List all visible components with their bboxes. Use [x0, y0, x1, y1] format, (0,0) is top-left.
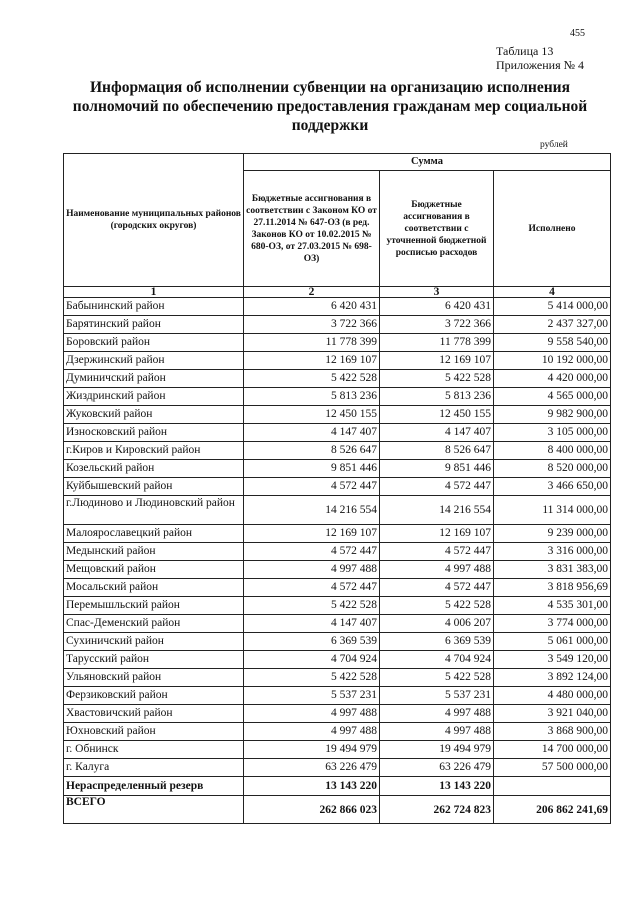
- table-row: [64, 543, 611, 561]
- executed-amount: 3 892 124,00: [494, 669, 611, 687]
- budget-law-amount: 4 572 447: [244, 543, 380, 561]
- budget-refined-amount: 4 997 488: [380, 561, 494, 579]
- budget-refined-amount: 14 216 554: [380, 496, 494, 525]
- column-number: 2: [244, 287, 380, 298]
- table-body: [64, 298, 611, 777]
- executed-amount: 8 520 000,00: [494, 460, 611, 478]
- total-budget: 262 866 023: [244, 796, 380, 824]
- total-refined: 262 724 823: [380, 796, 494, 824]
- table-row: [64, 442, 611, 460]
- executed-amount: 3 316 000,00: [494, 543, 611, 561]
- budget-law-amount: 6 420 431: [244, 298, 380, 316]
- budget-refined-amount: 4 572 447: [380, 579, 494, 597]
- district-name: Ферзиковский район: [64, 687, 244, 705]
- reserve-refined: 13 143 220: [380, 777, 494, 796]
- currency-unit: рублей: [540, 140, 568, 150]
- district-name: Перемышльский район: [64, 597, 244, 615]
- table-row: [64, 579, 611, 597]
- appendix-label: Приложения № 4: [496, 58, 585, 72]
- budget-law-amount: 19 494 979: [244, 741, 380, 759]
- budget-law-amount: 12 169 107: [244, 525, 380, 543]
- district-name: Сухиничский район: [64, 633, 244, 651]
- budget-law-amount: 5 813 236: [244, 388, 380, 406]
- budget-refined-amount: 4 572 447: [380, 478, 494, 496]
- budget-law-amount: 5 422 528: [244, 597, 380, 615]
- executed-amount: 11 314 000,00: [494, 496, 611, 525]
- column-number: 1: [64, 287, 244, 298]
- budget-law-amount: 4 147 407: [244, 424, 380, 442]
- executed-amount: 9 239 000,00: [494, 525, 611, 543]
- table-row: [64, 633, 611, 651]
- budget-law-amount: 5 422 528: [244, 669, 380, 687]
- table-row: [64, 651, 611, 669]
- executed-amount: 4 420 000,00: [494, 370, 611, 388]
- table-row: [64, 525, 611, 543]
- table-row: [64, 370, 611, 388]
- budget-refined-amount: 4 704 924: [380, 651, 494, 669]
- district-name: Мещовский район: [64, 561, 244, 579]
- district-name: Думиничский район: [64, 370, 244, 388]
- executed-amount: 57 500 000,00: [494, 759, 611, 777]
- table-row: [64, 561, 611, 579]
- table-row: [64, 424, 611, 442]
- executed-amount: 4 535 301,00: [494, 597, 611, 615]
- district-name: Барятинский район: [64, 316, 244, 334]
- budget-law-amount: 6 369 539: [244, 633, 380, 651]
- column-number-row: [64, 287, 611, 298]
- reserve-name: Нераспределенный резерв: [64, 777, 244, 796]
- page-number: 455: [570, 28, 585, 39]
- district-name: г.Людиново и Людиновский район: [64, 496, 244, 525]
- budget-refined-amount: 8 526 647: [380, 442, 494, 460]
- total-executed: 206 862 241,69: [494, 796, 611, 824]
- budget-refined-amount: 11 778 399: [380, 334, 494, 352]
- district-name: г. Калуга: [64, 759, 244, 777]
- table-row: [64, 406, 611, 424]
- executed-amount: 9 558 540,00: [494, 334, 611, 352]
- executed-amount: 3 818 956,69: [494, 579, 611, 597]
- budget-refined-amount: 5 813 236: [380, 388, 494, 406]
- budget-law-amount: 12 450 155: [244, 406, 380, 424]
- executed-amount: 8 400 000,00: [494, 442, 611, 460]
- budget-refined-amount: 12 450 155: [380, 406, 494, 424]
- district-name: Тарусский район: [64, 651, 244, 669]
- district-name: Ульяновский район: [64, 669, 244, 687]
- table-row: [64, 669, 611, 687]
- executed-amount: 14 700 000,00: [494, 741, 611, 759]
- table-row: [64, 352, 611, 370]
- executed-amount: 3 549 120,00: [494, 651, 611, 669]
- executed-amount: 3 105 000,00: [494, 424, 611, 442]
- budget-refined-amount: 6 420 431: [380, 298, 494, 316]
- table-row: [64, 388, 611, 406]
- col-name-header: Наименование муниципальных районов (городских округов): [64, 154, 244, 287]
- col3-header: Бюджетные ассигнования в соответствии с уточненной бюджетной росписью расходов: [380, 171, 494, 287]
- appendix-reference: [496, 44, 584, 72]
- budget-law-amount: 12 169 107: [244, 352, 380, 370]
- budget-refined-amount: 4 572 447: [380, 543, 494, 561]
- table-row: [64, 478, 611, 496]
- budget-refined-amount: 5 537 231: [380, 687, 494, 705]
- table-row: [64, 298, 611, 316]
- budget-refined-amount: 4 006 207: [380, 615, 494, 633]
- reserve-executed: [494, 777, 611, 796]
- district-name: Хвастовичский район: [64, 705, 244, 723]
- budget-law-amount: 4 572 447: [244, 579, 380, 597]
- executed-amount: 3 868 900,00: [494, 723, 611, 741]
- table-row: [64, 723, 611, 741]
- budget-law-amount: 4 704 924: [244, 651, 380, 669]
- reserve-budget: 13 143 220: [244, 777, 380, 796]
- budget-refined-amount: 63 226 479: [380, 759, 494, 777]
- district-name: Жиздринский район: [64, 388, 244, 406]
- district-name: Юхновский район: [64, 723, 244, 741]
- subvention-table: [63, 153, 611, 824]
- executed-amount: 2 437 327,00: [494, 316, 611, 334]
- budget-law-amount: 5 422 528: [244, 370, 380, 388]
- executed-amount: 4 565 000,00: [494, 388, 611, 406]
- table-row: [64, 334, 611, 352]
- budget-law-amount: 4 997 488: [244, 561, 380, 579]
- table-row: [64, 597, 611, 615]
- executed-amount: 9 982 900,00: [494, 406, 611, 424]
- district-name: Мосальский район: [64, 579, 244, 597]
- district-name: Дзержинский район: [64, 352, 244, 370]
- total-label: ВСЕГО: [64, 796, 244, 824]
- budget-law-amount: 3 722 366: [244, 316, 380, 334]
- executed-amount: 3 466 650,00: [494, 478, 611, 496]
- table-label: Таблица 13: [496, 44, 554, 58]
- budget-law-amount: 4 997 488: [244, 723, 380, 741]
- budget-refined-amount: 9 851 446: [380, 460, 494, 478]
- table-row: [64, 741, 611, 759]
- executed-amount: 4 480 000,00: [494, 687, 611, 705]
- budget-law-amount: 4 147 407: [244, 615, 380, 633]
- table-row: [64, 687, 611, 705]
- reserve-row: [64, 777, 611, 796]
- col4-header: Исполнено: [494, 171, 611, 287]
- col2-header: Бюджетные ассигнования в соответствии с Законом КО от 27.11.2014 № 647-ОЗ (в ред. Законов КО от 10.02.2015 № 680-ОЗ, от 27.03.2015 № 698-ОЗ): [244, 171, 380, 287]
- district-name: г. Обнинск: [64, 741, 244, 759]
- district-name: Козельский район: [64, 460, 244, 478]
- executed-amount: 10 192 000,00: [494, 352, 611, 370]
- budget-refined-amount: 4 147 407: [380, 424, 494, 442]
- budget-refined-amount: 5 422 528: [380, 597, 494, 615]
- table-row: [64, 615, 611, 633]
- district-name: Жуковский район: [64, 406, 244, 424]
- executed-amount: 3 774 000,00: [494, 615, 611, 633]
- sum-header: Сумма: [244, 154, 611, 171]
- district-name: Медынский район: [64, 543, 244, 561]
- budget-refined-amount: 19 494 979: [380, 741, 494, 759]
- district-name: Износковский район: [64, 424, 244, 442]
- budget-law-amount: 11 778 399: [244, 334, 380, 352]
- budget-law-amount: 8 526 647: [244, 442, 380, 460]
- table-row: [64, 460, 611, 478]
- budget-refined-amount: 12 169 107: [380, 525, 494, 543]
- budget-refined-amount: 3 722 366: [380, 316, 494, 334]
- budget-refined-amount: 6 369 539: [380, 633, 494, 651]
- budget-law-amount: 9 851 446: [244, 460, 380, 478]
- executed-amount: 3 921 040,00: [494, 705, 611, 723]
- budget-law-amount: 4 997 488: [244, 705, 380, 723]
- budget-law-amount: 63 226 479: [244, 759, 380, 777]
- total-row: [64, 796, 611, 824]
- column-number: 4: [494, 287, 611, 298]
- executed-amount: 5 414 000,00: [494, 298, 611, 316]
- district-name: Бабынинский район: [64, 298, 244, 316]
- district-name: г.Киров и Кировский район: [64, 442, 244, 460]
- district-name: Малоярославецкий район: [64, 525, 244, 543]
- district-name: Спас-Деменский район: [64, 615, 244, 633]
- budget-refined-amount: 4 997 488: [380, 705, 494, 723]
- executed-amount: 5 061 000,00: [494, 633, 611, 651]
- column-number: 3: [380, 287, 494, 298]
- document-title: Информация об исполнении субвенции на организацию исполнения полномочий по обеспечению предоставления гражданам мер социальной поддержки: [72, 79, 588, 134]
- table-row: [64, 316, 611, 334]
- budget-law-amount: 14 216 554: [244, 496, 380, 525]
- table-row: [64, 496, 611, 525]
- budget-refined-amount: 4 997 488: [380, 723, 494, 741]
- budget-law-amount: 5 537 231: [244, 687, 380, 705]
- budget-refined-amount: 5 422 528: [380, 370, 494, 388]
- budget-law-amount: 4 572 447: [244, 478, 380, 496]
- table-row: [64, 705, 611, 723]
- budget-refined-amount: 12 169 107: [380, 352, 494, 370]
- district-name: Боровский район: [64, 334, 244, 352]
- executed-amount: 3 831 383,00: [494, 561, 611, 579]
- table-row: [64, 759, 611, 777]
- budget-refined-amount: 5 422 528: [380, 669, 494, 687]
- district-name: Куйбышевский район: [64, 478, 244, 496]
